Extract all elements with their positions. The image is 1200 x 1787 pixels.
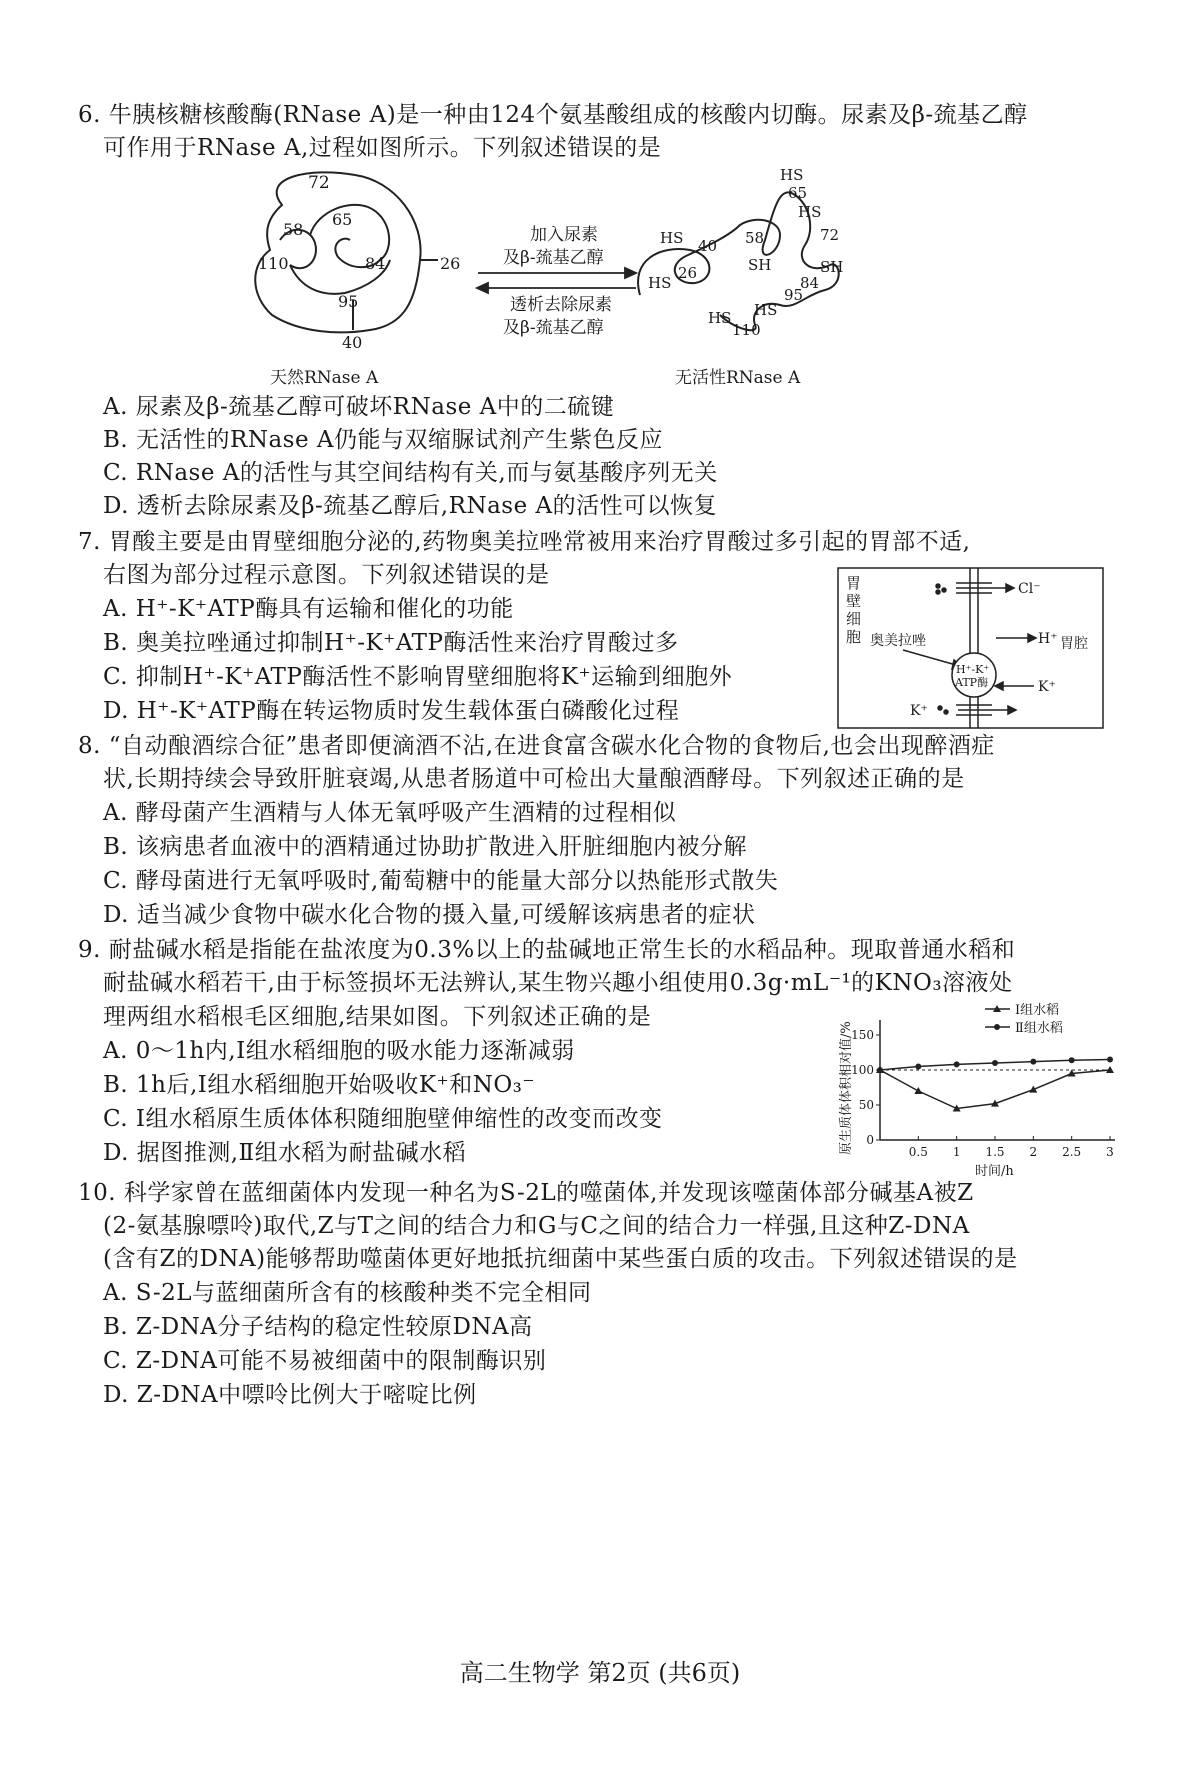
chart-point bbox=[1107, 1057, 1113, 1063]
native-num-95: 95 bbox=[338, 292, 359, 311]
q7-option-b: B. 奥美拉唑通过抑制H⁺-K⁺ATP酶活性来治疗胃酸过多 bbox=[103, 630, 679, 656]
q8-option-b: B. 该病患者血液中的酒精通过协助扩散进入肝脏细胞内被分解 bbox=[103, 834, 748, 860]
q10-stem-line2: (2-氨基腺嘌呤)取代,Z与T之间的结合力和G与C之间的结合力一样强,且这种Z-DNA bbox=[103, 1213, 970, 1239]
legend-label: Ⅰ组水稻 bbox=[1015, 1003, 1060, 1018]
inactive-num-72: 72 bbox=[820, 226, 840, 244]
q6-option-b: B. 无活性的RNase A仍能与双缩脲试剂产生紫色反应 bbox=[103, 427, 664, 453]
q10-option-c: C. Z-DNA可能不易被细菌中的限制酶识别 bbox=[103, 1348, 547, 1374]
chart-point bbox=[1106, 1066, 1114, 1073]
inactive-sh-84: SH bbox=[820, 258, 844, 276]
inactive-sh-58: SH bbox=[748, 256, 772, 274]
chart-x-tick-label: 0.5 bbox=[908, 1145, 928, 1159]
native-num-40: 40 bbox=[342, 333, 363, 352]
inactive-num-95: 95 bbox=[784, 286, 804, 304]
forward-arrow bbox=[478, 268, 636, 278]
forward-condition-1: 加入尿素 bbox=[530, 225, 598, 245]
chart-point bbox=[914, 1087, 922, 1094]
q6-stem-line1: 6. 牛胰核糖核酸酶(RNase A)是一种由124个氨基酸组成的核酸内切酶。尿素及β-巯基乙醇 bbox=[78, 102, 1028, 128]
cell-membrane bbox=[970, 568, 978, 728]
q9-line-chart bbox=[830, 995, 1130, 1195]
chart-point bbox=[915, 1064, 921, 1070]
q6-option-c: C. RNase A的活性与其空间结构有关,而与氨基酸序列无关 bbox=[103, 460, 718, 486]
q8-option-c: C. 酵母菌进行无氧呼吸时,葡萄糖中的能量大部分以热能形式散失 bbox=[103, 868, 779, 894]
q9-option-a: A. 0～1h内,Ⅰ组水稻细胞的吸水能力逐渐减弱 bbox=[103, 1038, 575, 1064]
inactive-hs-40: HS bbox=[660, 229, 684, 247]
inactive-hs-110: HS bbox=[708, 309, 732, 327]
chart-point bbox=[1069, 1057, 1075, 1063]
native-num-84: 84 bbox=[365, 254, 386, 273]
q7-option-c: C. 抑制H⁺-K⁺ATP酶活性不影响胃壁细胞将K⁺运输到细胞外 bbox=[103, 664, 733, 690]
q7-option-d: D. H⁺-K⁺ATP酶在转运物质时发生载体蛋白磷酸化过程 bbox=[103, 698, 680, 724]
chart-x-tick-label: 3 bbox=[1106, 1145, 1114, 1159]
q6-option-a: A. 尿素及β-巯基乙醇可破坏RNase A中的二硫键 bbox=[103, 394, 615, 420]
inactive-num-110: 110 bbox=[732, 321, 761, 339]
k-channel bbox=[938, 705, 1016, 715]
chart-y-tick-label: 150 bbox=[851, 1028, 874, 1042]
q8-option-d: D. 适当减少食物中碳水化合物的摄入量,可缓解该病患者的症状 bbox=[103, 902, 756, 928]
h-ion-label: H⁺ bbox=[1038, 631, 1058, 647]
inactive-num-26: 26 bbox=[678, 264, 698, 282]
q9-option-c: C. Ⅰ组水稻原生质体体积随细胞壁伸缩性的改变而改变 bbox=[103, 1106, 663, 1132]
q9-stem-line2: 耐盐碱水稻若干,由于标签损坏无法辨认,某生物兴趣小组使用0.3g·mL⁻¹的KNO₃溶液处 bbox=[103, 970, 1013, 996]
chart-y-tick-label: 0 bbox=[866, 1133, 874, 1147]
inactive-num-58: 58 bbox=[745, 229, 765, 247]
inactive-num-65: 65 bbox=[788, 184, 808, 202]
q7-option-a: A. H⁺-K⁺ATP酶具有运输和催化的功能 bbox=[103, 596, 514, 622]
pump-label-line2: ATP酶 bbox=[955, 676, 989, 689]
chart-x-tick-label: 1 bbox=[952, 1145, 961, 1159]
q8-option-a: A. 酵母菌产生酒精与人体无氧呼吸产生酒精的过程相似 bbox=[103, 800, 677, 826]
cell-label-char-1: 胃 bbox=[846, 574, 862, 592]
q7-stem-line1: 7. 胃酸主要是由胃壁细胞分泌的,药物奥美拉唑常被用来治疗胃酸过多引起的胃部不适, bbox=[78, 529, 971, 555]
cl-channel bbox=[936, 583, 1014, 594]
q9-stem-line1: 9. 耐盐碱水稻是指能在盐浓度为0.3%以上的盐碱地正常生长的水稻品种。现取普通水稻和 bbox=[78, 937, 1016, 963]
inactive-hs-65: HS bbox=[780, 166, 804, 184]
inactive-hs-26: HS bbox=[648, 274, 672, 292]
chart-y-tick-label: 100 bbox=[851, 1063, 874, 1077]
q6-stem-line2: 可作用于RNase A,过程如图所示。下列叙述错误的是 bbox=[103, 135, 662, 161]
q6-option-d: D. 透析去除尿素及β-巯基乙醇后,RNase A的活性可以恢复 bbox=[103, 493, 718, 519]
chart-x-tick-label: 2.5 bbox=[1062, 1145, 1082, 1159]
omeprazole-label: 奥美拉唑 bbox=[870, 633, 926, 649]
q6-figure bbox=[220, 165, 980, 390]
chart-point bbox=[954, 1061, 960, 1067]
chart-point bbox=[877, 1067, 883, 1073]
stomach-lumen-label: 胃腔 bbox=[1060, 636, 1088, 652]
inactive-num-40: 40 bbox=[698, 237, 718, 255]
cell-label-char-2: 壁 bbox=[846, 592, 862, 610]
chart-x-tick-label: 1.5 bbox=[985, 1145, 1005, 1159]
native-num-65: 65 bbox=[332, 210, 353, 229]
cell-label-char-3: 细 bbox=[846, 610, 862, 628]
q9-option-b: B. 1h后,Ⅰ组水稻细胞开始吸收K⁺和NO₃⁻ bbox=[103, 1072, 536, 1098]
q10-option-b: B. Z-DNA分子结构的稳定性较原DNA高 bbox=[103, 1314, 533, 1340]
page-footer: 高二生物学 第2页 (共6页) bbox=[459, 1659, 741, 1687]
pump-label-line1: H⁺-K⁺ bbox=[956, 663, 990, 676]
q9-option-d: D. 据图推测,Ⅱ组水稻为耐盐碱水稻 bbox=[103, 1140, 467, 1166]
cell-label-char-4: 胞 bbox=[846, 628, 862, 646]
q10-option-a: A. S-2L与蓝细菌所含有的核酸种类不完全相同 bbox=[103, 1280, 592, 1306]
inactive-num-84: 84 bbox=[800, 274, 820, 292]
chart-ylabel: 原生质体体积相对值/% bbox=[839, 1021, 854, 1155]
reverse-arrow bbox=[477, 283, 636, 293]
k-left-label: K⁺ bbox=[910, 703, 928, 719]
native-num-58: 58 bbox=[283, 220, 304, 239]
legend-marker bbox=[994, 1024, 1000, 1030]
chart-xlabel: 时间/h bbox=[975, 1164, 1014, 1179]
native-num-26: 26 bbox=[440, 254, 461, 273]
q7-stem-line2: 右图为部分过程示意图。下列叙述错误的是 bbox=[103, 562, 550, 588]
native-num-72: 72 bbox=[308, 173, 330, 193]
reverse-condition-2: 及β-巯基乙醇 bbox=[503, 318, 604, 338]
q7-figure bbox=[828, 560, 1118, 735]
inactive-hs-95: HS bbox=[754, 301, 778, 319]
q9-stem-line3: 理两组水稻根毛区细胞,结果如图。下列叙述正确的是 bbox=[103, 1004, 652, 1030]
native-num-110: 110 bbox=[258, 254, 289, 273]
legend-label: Ⅱ组水稻 bbox=[1015, 1021, 1063, 1036]
k-ion-label: K⁺ bbox=[1038, 679, 1056, 695]
chart-point bbox=[992, 1060, 998, 1066]
q10-stem-line1: 10. 科学家曾在蓝细菌体内发现一种名为S-2L的噬菌体,并发现该噬菌体部分碱基A被Z bbox=[78, 1180, 974, 1206]
inactive-rnase-label: 无活性RNase A bbox=[675, 368, 801, 388]
q8-stem-line1: 8. “自动酿酒综合征”患者即便滴酒不沾,在进食富含碳水化合物的食物后,也会出现醉酒症 bbox=[78, 733, 995, 759]
forward-condition-2: 及β-巯基乙醇 bbox=[503, 248, 604, 268]
chart-point bbox=[1030, 1059, 1036, 1065]
chart-x-tick-label: 2 bbox=[1029, 1145, 1038, 1159]
cl-ion-label: Cl⁻ bbox=[1018, 581, 1041, 597]
q10-option-d: D. Z-DNA中嘌呤比例大于嘧啶比例 bbox=[103, 1382, 477, 1408]
q10-stem-line3: (含有Z的DNA)能够帮助噬菌体更好地抵抗细菌中某些蛋白质的攻击。下列叙述错误的是 bbox=[103, 1246, 1018, 1272]
q8-stem-line2: 状,长期持续会导致肝脏衰竭,从患者肠道中可检出大量酿酒酵母。下列叙述正确的是 bbox=[103, 766, 965, 792]
chart-y-tick-label: 50 bbox=[858, 1098, 874, 1112]
reverse-condition-1: 透析去除尿素 bbox=[510, 295, 612, 315]
k-import-arrow bbox=[995, 682, 1034, 690]
inactive-hs-72: HS bbox=[798, 203, 822, 221]
native-rnase-label: 天然RNase A bbox=[270, 368, 379, 388]
h-export-arrow bbox=[996, 634, 1036, 642]
